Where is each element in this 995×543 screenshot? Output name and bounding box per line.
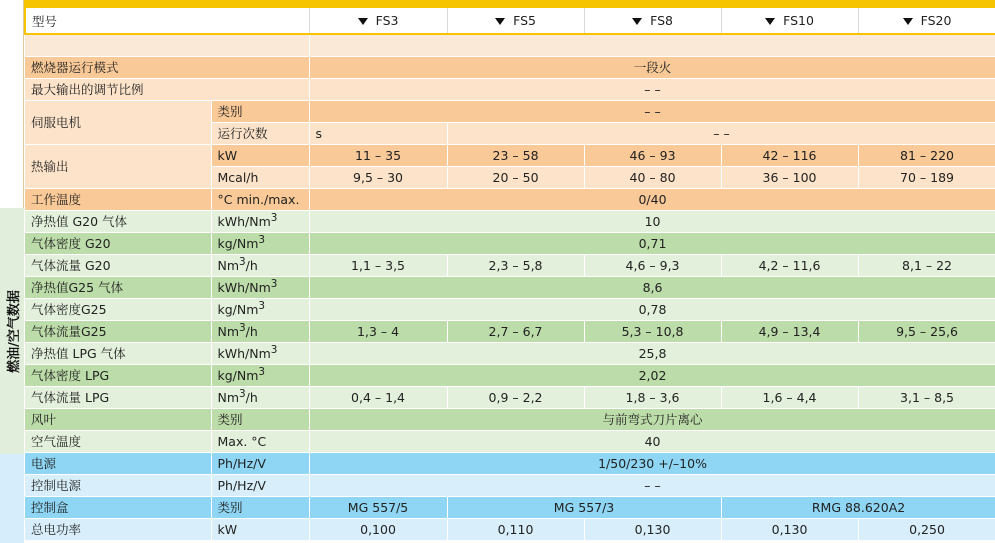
cell-value: 1,8 – 3,6 [584,386,721,408]
row-value: 1/50/230 +/–10% [309,452,995,474]
row-value: 0,78 [309,298,995,320]
table-row [25,188,995,210]
cell-value: 46 – 93 [584,144,721,166]
row-unit: Ph/Hz/V [211,474,309,496]
row-unit: Ph/Hz/V [211,452,309,474]
row-label: 控制电源 [25,474,211,496]
table-row [25,452,995,474]
table-row [25,430,995,452]
cell-value: 4,9 – 13,4 [721,320,858,342]
cell-value: 5,3 – 10,8 [584,320,721,342]
row-label: 最大输出的调节比例 [25,78,309,100]
cell-value: 8,1 – 22 [858,254,995,276]
row-value: 40 [309,430,995,452]
row-label: 空气温度 [25,430,211,452]
row-label: 燃烧器运行模式 [25,56,309,78]
row-label: 总电功率 [25,518,211,540]
row-unit: Nm$^3$/h [211,320,309,342]
cell-value: 4,6 – 9,3 [584,254,721,276]
row-label: 热输出 [25,144,211,188]
table-row [25,210,995,232]
row-unit: kg/Nm$^3$ [211,364,309,386]
row-value: 10 [309,210,995,232]
row-value: – – [309,100,995,122]
table-row [25,408,995,430]
spec-table [24,8,995,541]
spacer-row [25,34,995,56]
cell-value: 36 – 100 [721,166,858,188]
row-unit: 类别 [211,496,309,518]
row-unit: kg/Nm$^3$ [211,298,309,320]
row-value: – – [309,474,995,496]
section-label-fuel-air: 燃油/空气数据 [6,289,22,373]
header-row [25,8,995,34]
cell-value: 42 – 116 [721,144,858,166]
row-label: 风叶 [25,408,211,430]
row-value: 8,6 [309,276,995,298]
cell-value: 1,1 – 3,5 [309,254,447,276]
cell-value: 3,1 – 8,5 [858,386,995,408]
table-row [25,78,995,100]
table-row [25,518,995,540]
cell-value: 40 – 80 [584,166,721,188]
table-row [25,496,995,518]
table-row [25,298,995,320]
cell-value: 0,9 – 2,2 [447,386,584,408]
row-unit: kW [211,144,309,166]
top-accent-bar [24,0,995,8]
triangle-down-icon [765,18,775,25]
row-label: 运行次数 [211,122,309,144]
triangle-down-icon [495,18,505,25]
header-model-fs20[interactable]: FS20 [858,8,995,34]
row-label: 气体流量G25 [25,320,211,342]
cell-value: 9,5 – 30 [309,166,447,188]
table-row [25,144,995,166]
table-row [25,254,995,276]
header-model-fs3[interactable]: FS3 [309,8,447,34]
table-row [25,474,995,496]
cell-value: 0,4 – 1,4 [309,386,447,408]
cell-value: 0,250 [858,518,995,540]
row-unit: kg/Nm$^3$ [211,232,309,254]
row-label: 控制盒 [25,496,211,518]
cell-value: 0,110 [447,518,584,540]
row-value: 与前弯式刀片离心 [309,408,995,430]
cell-value: 2,7 – 6,7 [447,320,584,342]
header-model-fs10[interactable]: FS10 [721,8,858,34]
cell-value: 70 – 189 [858,166,995,188]
row-unit: Nm$^3$/h [211,254,309,276]
row-unit: kWh/Nm$^3$ [211,276,309,298]
triangle-down-icon [358,18,368,25]
row-unit: s [309,122,447,144]
cell-value: 4,2 – 11,6 [721,254,858,276]
cell-value: 0,100 [309,518,447,540]
row-label: 气体密度 G20 [25,232,211,254]
triangle-down-icon [632,18,642,25]
cell-value: 11 – 35 [309,144,447,166]
row-unit: kWh/Nm$^3$ [211,342,309,364]
cell-value: 1,3 – 4 [309,320,447,342]
cell-value: 2,3 – 5,8 [447,254,584,276]
row-value: 0,71 [309,232,995,254]
row-unit: kWh/Nm$^3$ [211,210,309,232]
table-row [25,276,995,298]
row-label: 气体流量 LPG [25,386,211,408]
row-unit: °C min./max. [211,188,309,210]
cell-value: 1,6 – 4,4 [721,386,858,408]
table-row [25,386,995,408]
row-value: 0/40 [309,188,995,210]
table-row [25,232,995,254]
triangle-down-icon [903,18,913,25]
row-label: 净热值 G20 气体 [25,210,211,232]
row-label: 气体流量 G20 [25,254,211,276]
cell-value: 20 – 50 [447,166,584,188]
table-row [25,342,995,364]
row-value: – – [309,78,995,100]
cell-value: 23 – 58 [447,144,584,166]
row-unit: Max. °C [211,430,309,452]
row-unit: Nm$^3$/h [211,386,309,408]
row-value: 25,8 [309,342,995,364]
row-unit: Mcal/h [211,166,309,188]
row-label: 伺服电机 [25,100,211,144]
row-value: 一段火 [309,56,995,78]
header-model-label: 型号 [25,8,309,34]
row-label: 电源 [25,452,211,474]
cell-value: 0,130 [584,518,721,540]
cell-value: MG 557/3 [447,496,721,518]
row-label: 气体密度 LPG [25,364,211,386]
cell-value: 9,5 – 25,6 [858,320,995,342]
cell-value: 81 – 220 [858,144,995,166]
table-row [25,364,995,386]
cell-value: MG 557/5 [309,496,447,518]
row-label: 净热值G25 气体 [25,276,211,298]
table-row [25,56,995,78]
row-unit: 类别 [211,100,309,122]
row-label: 气体密度G25 [25,298,211,320]
cell-value: RMG 88.620A2 [721,496,995,518]
row-label: 工作温度 [25,188,211,210]
row-label: 净热值 LPG 气体 [25,342,211,364]
header-model-fs8[interactable]: FS8 [584,8,721,34]
table-row [25,320,995,342]
table-row [25,100,995,122]
row-value: 2,02 [309,364,995,386]
row-value: – – [447,122,995,144]
header-model-fs5[interactable]: FS5 [447,8,584,34]
row-unit: 类别 [211,408,309,430]
cell-value: 0,130 [721,518,858,540]
row-unit: kW [211,518,309,540]
